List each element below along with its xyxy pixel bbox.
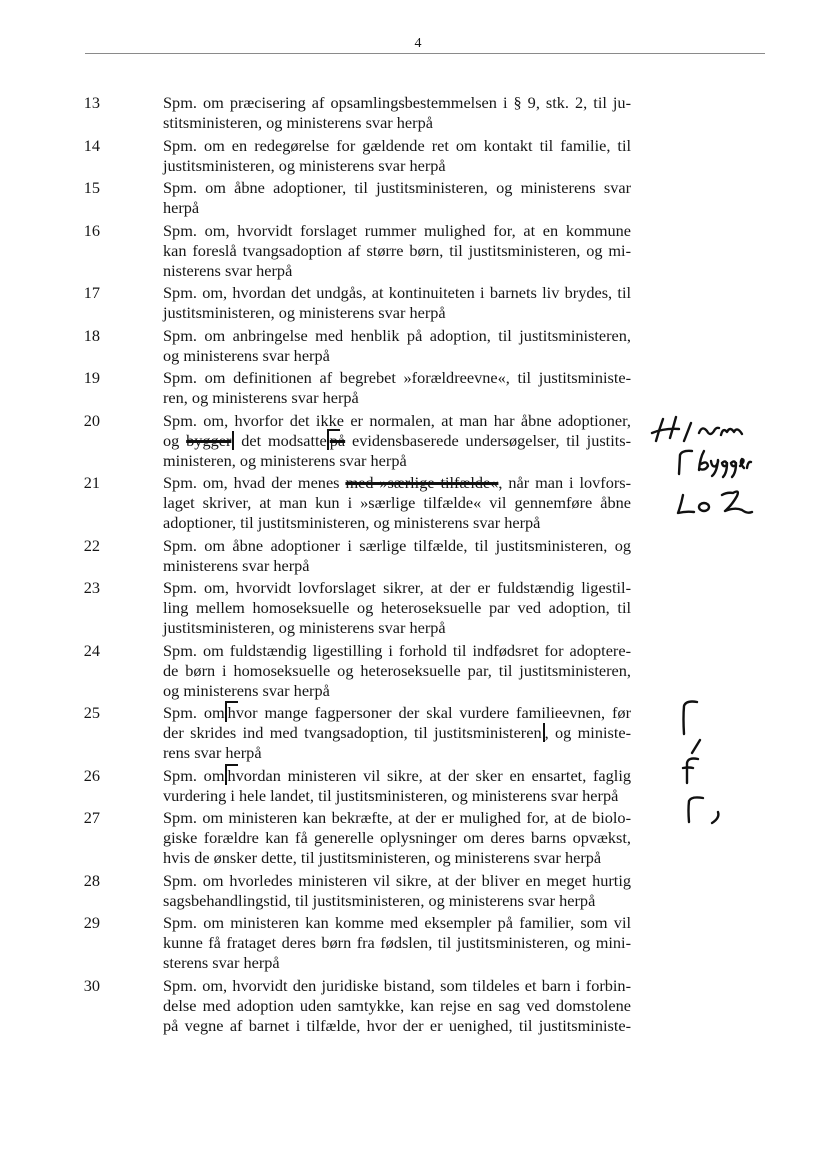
- text-line: [163, 283, 631, 303]
- struck-through-text: med »særlige tilfælde«: [345, 473, 499, 492]
- text-segment: Spm. om præcisering af opsamlingsbestemmelsen i § 9, stk. 2, til ju-: [163, 93, 631, 112]
- question-entry: [0, 136, 825, 176]
- question-entry: [0, 221, 825, 281]
- text-line: [163, 618, 631, 638]
- text-segment: Spm. om anbringelse med henblik på adoption, til justitsministeren,: [163, 325, 631, 345]
- question-entry: [0, 641, 825, 701]
- text-segment: giske forældre kan få generelle oplysninger om deres barns opvækst,: [163, 828, 631, 847]
- question-entry: [0, 536, 825, 576]
- text-line: [163, 743, 631, 763]
- question-number: 16: [83, 220, 100, 240]
- text-line: [163, 598, 631, 618]
- text-segment: på vegne af barnet i tilfælde, hvor der er uenighed, til justitsministe-: [163, 1015, 631, 1035]
- text-segment: justitsministeren, og ministerens svar herpå: [163, 618, 446, 637]
- question-entry: [0, 473, 825, 533]
- text-segment: Spm. om definitionen af begrebet »forældreevne«, til justitsministe-: [163, 368, 631, 387]
- text-line: [163, 388, 631, 408]
- text-segment: herpå: [163, 198, 200, 217]
- text-line: [163, 976, 631, 996]
- text-segment: Spm. om åbne adoptioner, til justitsministeren, og ministerens svar: [163, 178, 631, 197]
- question-number: 13: [83, 93, 100, 112]
- text-segment: hvis de ønsker dette, til justitsministeren, og ministerens svar herpå: [163, 848, 602, 867]
- question-number: 24: [83, 640, 100, 660]
- text-line: [163, 178, 631, 198]
- question-text: [163, 411, 631, 471]
- header-rule: [85, 53, 765, 54]
- text-segment: ren, og ministerens svar herpå: [163, 388, 359, 407]
- question-entry: [0, 871, 825, 911]
- question-text: [163, 93, 631, 133]
- text-segment: justitsministeren, og ministerens svar herpå: [163, 155, 446, 175]
- correction-marked-text: justitsministeren: [434, 723, 545, 742]
- question-text: [163, 913, 631, 973]
- question-list: [0, 93, 825, 1038]
- text-line: [163, 556, 631, 576]
- question-number: 19: [83, 368, 100, 387]
- text-line: [163, 578, 631, 598]
- text-segment: rens svar herpå: [163, 743, 262, 762]
- question-number: 20: [83, 410, 100, 430]
- text-segment: der skrides ind med tvangsadoption, til: [163, 723, 434, 742]
- text-segment: Spm. om, hvorvidt forslaget rummer mulighed for, at en kommune: [163, 220, 631, 240]
- question-number: 26: [83, 765, 100, 785]
- text-line: [163, 368, 631, 388]
- text-line: [163, 996, 631, 1016]
- question-text: [163, 536, 631, 576]
- question-text: [163, 221, 631, 281]
- page-number: 4: [414, 36, 422, 51]
- question-entry: [0, 178, 825, 218]
- question-text: [163, 368, 631, 408]
- text-segment: ministerens svar herpå: [163, 555, 310, 575]
- text-line: [163, 848, 631, 868]
- question-number: 22: [83, 535, 100, 555]
- text-segment: adoptioner, til justitsministeren, og ministerens svar herpå: [163, 513, 541, 532]
- question-entry: [0, 326, 825, 366]
- text-line: [163, 723, 631, 743]
- text-line: [163, 241, 631, 261]
- text-segment: delse med adoption uden samtykke, kan rejse en sag ved domstolene: [163, 995, 631, 1015]
- text-segment: Spm. om: [163, 703, 225, 722]
- text-segment: vurdering i hele landet, til justitsministeren, og ministerens svar herpå: [163, 785, 619, 805]
- text-segment: det modsatte: [234, 430, 327, 450]
- question-text: [163, 473, 631, 533]
- text-line: [163, 766, 631, 786]
- text-line: [163, 113, 631, 133]
- text-line: [163, 513, 631, 533]
- text-segment: Spm. om hvorledes ministeren vil sikre, at der bliver en meget hurtig: [163, 870, 631, 890]
- question-number: 17: [83, 283, 100, 302]
- text-segment: ministeren, og ministerens svar herpå: [163, 450, 407, 470]
- text-segment: Spm. om, hvorvidt lovforslaget sikrer, at der er fuldstændig ligestil-: [163, 578, 631, 597]
- question-number: 27: [83, 808, 100, 827]
- text-segment: Spm. om, hvordan det undgås, at kontinuiteten i barnets liv brydes, til: [163, 283, 631, 302]
- text-line: [163, 221, 631, 241]
- text-line: [163, 828, 631, 848]
- text-segment: laget skriver, at man kun i »særlige tilfælde« vil gennemføre åbne: [163, 493, 631, 512]
- text-line: [163, 93, 631, 113]
- text-line: [163, 136, 631, 156]
- text-segment: de børn i homoseksuelle og heteroseksuelle par, til justitsministeren,: [163, 660, 631, 680]
- question-number: 15: [83, 178, 100, 197]
- question-text: [163, 703, 631, 763]
- question-text: [163, 283, 631, 323]
- text-line: [163, 891, 631, 911]
- text-line: [163, 933, 631, 953]
- question-text: [163, 178, 631, 218]
- question-text: [163, 641, 631, 701]
- correction-marked-text: hvor mange fagpersoner der skal vurdere familieevnen, før: [225, 703, 631, 722]
- question-entry: [0, 411, 825, 471]
- question-number: 28: [83, 870, 100, 890]
- question-entry: [0, 703, 825, 763]
- text-line: [163, 303, 631, 323]
- struck-through-text: på: [327, 431, 345, 450]
- text-line: [163, 536, 631, 556]
- question-entry: [0, 368, 825, 408]
- text-segment: Spm. om ministeren kan komme med eksempler på familier, som vil: [163, 913, 631, 932]
- text-segment: Spm. om åbne adoptioner i særlige tilfælde, til justitsministeren, og: [163, 535, 631, 555]
- question-number: 29: [83, 913, 100, 932]
- question-text: [163, 578, 631, 638]
- text-line: [163, 871, 631, 891]
- text-segment: og: [163, 430, 187, 450]
- text-line: [163, 198, 631, 218]
- text-line: [163, 703, 631, 723]
- text-line: [163, 661, 631, 681]
- text-segment: Spm. om fuldstændig ligestilling i forhold til indfødsret for adoptere-: [163, 640, 631, 660]
- question-text: [163, 766, 631, 806]
- text-line: [163, 326, 631, 346]
- text-line: [163, 411, 631, 431]
- text-segment: justitsministeren, og ministerens svar herpå: [163, 303, 446, 322]
- question-entry: [0, 93, 825, 133]
- text-line: [163, 681, 631, 701]
- question-text: [163, 976, 631, 1036]
- text-line: [163, 451, 631, 471]
- text-segment: Spm. om, hvorvidt den juridiske bistand, som tildeles et barn i forbin-: [163, 975, 631, 995]
- question-number: 23: [83, 578, 100, 597]
- question-entry: [0, 578, 825, 638]
- text-segment: stitsministeren, og ministerens svar herpå: [163, 113, 433, 132]
- question-text: [163, 326, 631, 366]
- text-line: [163, 808, 631, 828]
- struck-through-text: bygger: [186, 431, 234, 450]
- text-line: [163, 473, 631, 493]
- text-segment: nisterens svar herpå: [163, 260, 293, 280]
- text-line: [163, 786, 631, 806]
- question-text: [163, 808, 631, 868]
- text-line: [163, 431, 631, 451]
- text-segment: kunne få frataget deres børn fra fødslen, til justitsministeren, og mini-: [163, 933, 631, 952]
- question-entry: [0, 976, 825, 1036]
- question-entry: [0, 808, 825, 868]
- question-number: 25: [83, 703, 100, 722]
- question-number: 21: [83, 473, 100, 492]
- correction-marked-text: hvordan ministeren vil sikre, at der sker en ensartet, faglig: [225, 766, 632, 785]
- question-entry: [0, 913, 825, 973]
- text-line: [163, 1016, 631, 1036]
- text-segment: Spm. om, hvorfor det ikke er normalen, at man har åbne adoptioner,: [163, 410, 631, 430]
- text-segment: sagsbehandlingstid, til justitsministeren, og ministerens svar herpå: [163, 890, 596, 910]
- text-segment: evidensbaserede undersøgelser, til justits-: [345, 430, 632, 450]
- question-number: 14: [83, 135, 100, 155]
- text-segment: Spm. om ministeren kan bekræfte, at der er mulighed for, at de biolo-: [163, 808, 631, 827]
- question-entry: [0, 766, 825, 806]
- question-number: 30: [83, 975, 100, 995]
- text-segment: , og ministe-: [544, 723, 631, 742]
- text-segment: Spm. om, hvad der menes: [163, 473, 346, 492]
- text-line: [163, 913, 631, 933]
- question-text: [163, 136, 631, 176]
- question-number: 18: [83, 325, 100, 345]
- text-segment: kan foreslå tvangsadoption af større børn, til justitsministeren, og mi-: [163, 240, 631, 260]
- text-line: [163, 346, 631, 366]
- text-line: [163, 261, 631, 281]
- text-line: [163, 156, 631, 176]
- question-entry: [0, 283, 825, 323]
- text-segment: ling mellem homoseksuelle og heteroseksuelle par ved adoption, til: [163, 598, 631, 617]
- question-text: [163, 871, 631, 911]
- text-line: [163, 493, 631, 513]
- text-segment: sterens svar herpå: [163, 953, 280, 972]
- text-segment: og ministerens svar herpå: [163, 680, 330, 700]
- text-segment: og ministerens svar herpå: [163, 345, 330, 365]
- text-segment: , når man i lovfors-: [498, 473, 632, 492]
- text-line: [163, 953, 631, 973]
- text-segment: Spm. om en redegørelse for gældende ret om kontakt til familie, til: [163, 135, 631, 155]
- text-segment: Spm. om: [163, 765, 225, 785]
- text-line: [163, 641, 631, 661]
